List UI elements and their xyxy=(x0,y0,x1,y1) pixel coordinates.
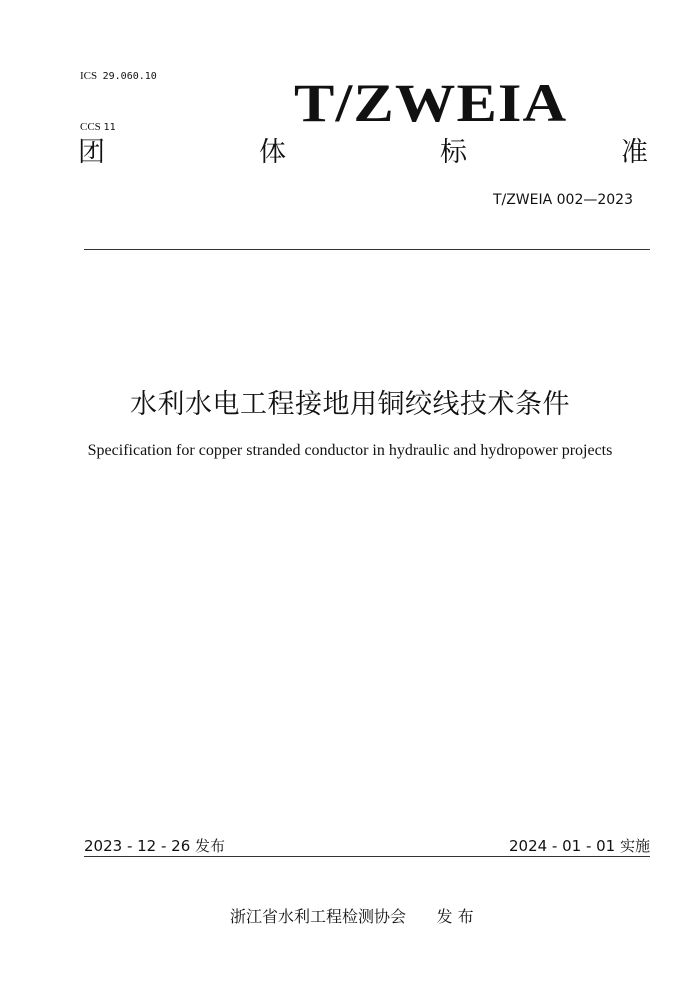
publisher-action: 发 布 xyxy=(436,907,474,926)
publisher-name: 浙江省水利工程检测协会 xyxy=(230,907,407,926)
header-divider xyxy=(84,249,650,250)
ccs-code: 11 xyxy=(103,122,116,133)
issue-date: 2023 - 12 - 26 发布 xyxy=(84,837,226,855)
standard-number: T/ZWEIA 002—2023 xyxy=(492,192,633,208)
ics-label: ICS xyxy=(80,70,98,82)
standard-type-char: 团 xyxy=(78,137,105,168)
title-english: Specification for copper stranded conductor in hydraulic and hydropower projects xyxy=(87,442,613,459)
implementation-date: 2024 - 01 - 01 实施 xyxy=(508,837,650,855)
ccs-line xyxy=(80,119,157,136)
ics-code: 29.060.10 xyxy=(102,71,157,82)
standard-type-char: 标 xyxy=(440,137,467,168)
standard-type-char: 体 xyxy=(259,137,286,168)
ics-line xyxy=(80,68,157,85)
footer-divider xyxy=(84,856,650,857)
standard-type-char: 准 xyxy=(621,137,648,168)
title-chinese: 水利水电工程接地用铜绞线技术条件 xyxy=(130,389,570,420)
standard-type xyxy=(78,136,648,172)
ccs-label: CCS xyxy=(80,121,101,133)
publisher xyxy=(230,904,474,927)
standard-logo: T/ZWEIA xyxy=(294,73,568,133)
